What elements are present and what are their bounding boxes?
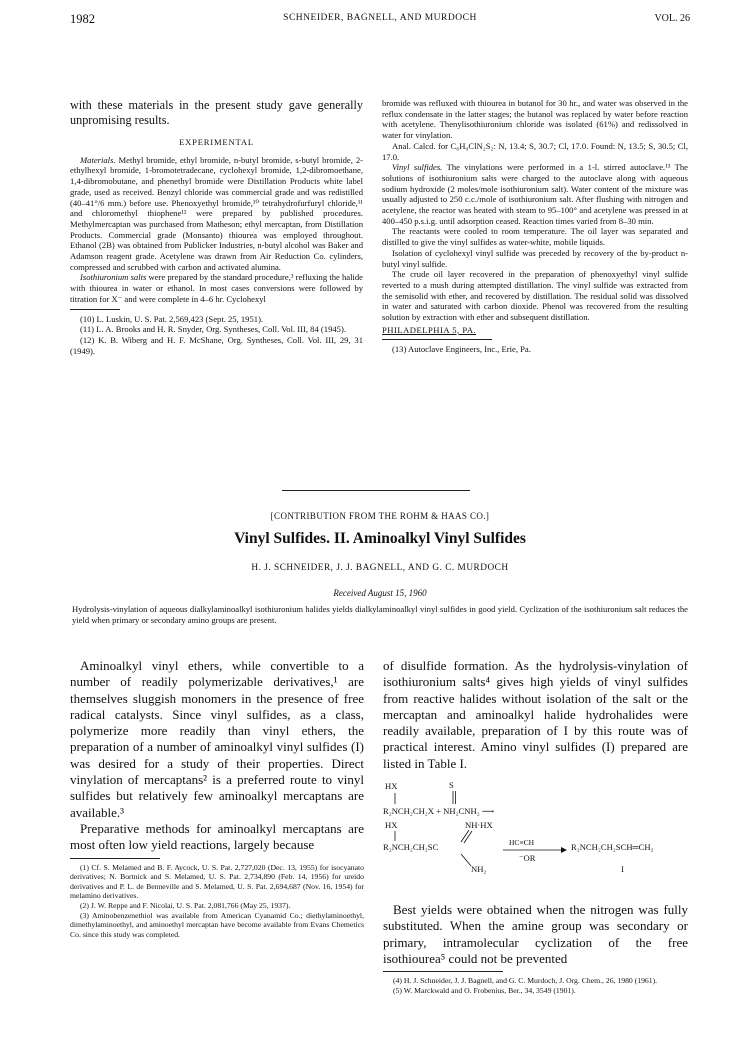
footnote: (5) W. Marckwald and O. Frobenius, Ber., 34, 3549 (1901). [393, 985, 576, 995]
footnote: (12) K. B. Wiberg and H. F. McShane, Org. Syntheses, Coll. Vol. III, 29, 31 (1949). [70, 334, 363, 356]
paragraph: The crude oil layer recovered in the preparation of phenoxyethyl vinyl sulfide reverted to a mush during attempted distillation. The vinyl sulfide was extracted from the semisolid with ether, and recovered by distillation. The residual solid was dissolved in water and saturated with carbon dioxide. Phenol was recovered from the resulting solution by extraction with ether and subsequent distillation. [382, 269, 688, 323]
footnote: (10) L. Luskin, U. S. Pat. 2,569,423 (Sept. 25, 1951). [80, 313, 264, 324]
analysis-paragraph: Anal. Calcd. for C₆H₉ClN₂S₂: N, 13.4; S, 30.7; Cl, 17.0. Found: N, 13.5; S, 30.5; Cl, 17.0. [382, 140, 688, 162]
results-paragraph: Best yields were obtained when the nitrogen was fully substituted. When the amine group was secondary or primary, intramolecular cyclization of the free isothiourea⁵ could not be prevented [383, 902, 688, 966]
salts-text: were prepared by the standard procedure,³ refluxing the halide with thiourea in water or ethanol. In most cases conversions were followed by titration for X⁻ and were complete in 4–6 hr. Cyclohexyl [70, 272, 363, 304]
footnote-divider [70, 309, 120, 310]
page-header [70, 12, 690, 28]
prev-article-right-column [382, 98, 688, 355]
materials-paragraph [70, 155, 363, 273]
methods-paragraph: Preparative methods for aminoalkyl mercaptans are most often low yield reactions, largely because [70, 820, 364, 853]
scheme-product: R₂NCH₂CH₂SCH═CH₂ [571, 842, 654, 853]
vinyl-sulfides-text: The vinylations were performed in a 1-l. stirred autoclave.¹³ The solutions of isothiuronium salts were charged to the autoclave along with aqueous sodium hydroxide (2 moles/mole isothiuronium salt). Water content of the mixture was usually adjusted to 250 c.c./mole of isothiuronium salt. After flushing with nitrogen and acetylene, the reactor was heated with steam to 95–100° and acetylene was pressed in at 400–450 p.s.i.g. until adsorption ceased. Reaction times varied from 8–30 min. [382, 162, 688, 226]
article-title: Vinyl Sulfides. II. Aminoalkyl Vinyl Sulfides [234, 530, 526, 547]
materials-text: Methyl bromide, ethyl bromide, n-butyl bromide, s-butyl bromide, 2-ethylhexyl bromide, 1-bromotetradecane, cyclohexyl bromide, 1,2-dibromoethane, 1,4-dibromobutane, and phenethyl bromide were Distillation Products white label grade, used as received. Benzyl chloride was commercial grade and was redistilled (40–41°/6 mm.) before use. Phenoxyethyl bromide,¹⁰ tetrahydrofurfuryl chloride,¹¹ and chloromethyl thiophene¹² were prepared by published procedures. Methylmercaptan was purchased from Matheson; ethyl mercaptan, from Distillation Products. Commercial grade (Monsanto) thiourea was employed throughout. Ethanol (2B) was obtained from Publicker Industries, n-butyl alcohol was Baker and Adamson reagent grade. Acetylene was drawn from Air Reduction Co. cylinders, compressed and scrubbed with carbon and activated alumina. [70, 154, 363, 272]
footnote: (3) Aminobenzenethiol was available from American Cyanamid Co.; diethylaminoethyl, dimethylaminoethyl, and aminoethyl mercaptan have become available from Evans Chemetics Co. since this study was completed. [70, 910, 364, 939]
paragraph: Isolation of cyclohexyl vinyl sulfide was preceded by recovery of the by-product n-butyl vinyl sulfide. [382, 247, 688, 269]
scheme-sulfur: S [449, 780, 454, 791]
scheme-hx: HX [385, 820, 398, 831]
paragraph: The reactants were cooled to room temperature. The oil layer was separated and distilled to give the vinyl sulfides as water-white, mobile liquids. [382, 226, 688, 248]
scheme-product-label: I [621, 864, 624, 875]
prev-right-paragraph: bromide was refluxed with thiourea in butanol for 30 hr., and water was observed in the reflux condensate in the latter stages; the butanol was replaced by water before reaction with acetylene. Thenylisothiuronium chloride was isolated (61%) and redissolved in water for vinylation. [382, 98, 688, 141]
vinyl-sulfides-paragraph [382, 162, 688, 226]
article-separator-rule [282, 490, 470, 491]
footnote: (13) Autoclave Engineers, Inc., Erie, Pa. [392, 344, 531, 355]
article-left-column [70, 658, 364, 939]
scheme-nh-hx: NH·HX [465, 820, 493, 831]
footnote-divider [382, 339, 492, 340]
scheme-reagent-base: ⁻OR [519, 853, 536, 864]
salts-paragraph [70, 272, 363, 304]
footnote: (11) L. A. Brooks and H. R. Snyder, Org. Syntheses, Coll. Vol. III, 84 (1945). [80, 324, 346, 335]
scheme-reaction-line-1: R₂NCH₂CH₂X + NH₂CNH₂ ⟶ [383, 806, 495, 817]
footnote: (4) H. J. Schneider, J. J. Bagnell, and G. C. Murdoch, J. Org. Chem., 26, 1980 (1961). [393, 976, 658, 986]
received-date: Received August 15, 1960 [333, 588, 427, 598]
article-right-column [383, 658, 688, 995]
footnote: (2) J. W. Reppe and F. Nicolai, U. S. Pat. 2,081,766 (May 25, 1937). [80, 900, 291, 910]
intro-paragraph: Aminoalkyl vinyl ethers, while convertible to a number of readily polymerizable derivatives,¹ are themselves sluggish monomers in the presence of free radical catalysts. Since vinyl sulfides, as a class, polymerize more readily than vinyl ethers, the preparation of a number of aminoalkyl vinyl sulfides (I) was desired for a study of their properties. Direct vinylation of mercaptans² is a preferred route to vinyl sulfides but relatively few aminoalkyl mercaptans are available.³ [70, 658, 364, 820]
continuation-paragraph: of disulfide formation. As the hydrolysis-vinylation of isothiuronium salts⁴ gives high yields of vinyl sulfides from reactive halides without isolation of the salt or the mercaptan and aminoalkyl halide hydrohalides were readily available, preparation of I by this route was of practical interest. Amino vinyl sulfides (I) prepared are listed in Table I. [383, 658, 688, 771]
page-number: 1982 [70, 12, 95, 26]
article-authors: H. J. SCHNEIDER, J. J. BAGNELL, AND G. C. MURDOCH [251, 563, 509, 573]
scheme-hx: HX [385, 781, 398, 792]
experimental-heading: EXPERIMENTAL [179, 137, 254, 147]
prev-intro-text: with these materials in the present study gave generally unpromising results. [70, 98, 363, 127]
scheme-nh2: NH₂ [471, 864, 487, 875]
volume-label: VOL. 26 [654, 13, 690, 24]
footnote: (1) Cf. S. Melamed and B. F. Aycock, U. S. Pat. 2,727,020 (Dec. 13, 1955) for isocyanato derivatives; N. Bortnick and S. Melamed, U. S. Pat. 2,734,890 (Feb. 14, 1956) for ureido derivatives and P. L. de Benneville and S. Melamed, U. S. Pat. 2,694,687 (Nov. 16, 1954) for melamino derivatives. [70, 862, 364, 901]
scheme-reagent-acetylene: HC≡CH [509, 838, 535, 848]
materials-label: Materials. [80, 154, 116, 165]
prev-article-left-column [70, 98, 363, 356]
location-line: PHILADELPHIA 5, PA. [382, 324, 477, 335]
article-abstract: Hydrolysis-vinylation of aqueous dialkylaminoalkyl isothiuronium halides yields dialkylaminoalkyl vinyl sulfides in good yield. Cyclization of the isothiuronium salt reduces the yield when primary or secondary amino groups are present. [72, 604, 688, 625]
salts-label: Isothiuronium salts [80, 272, 147, 283]
footnote-divider [383, 971, 503, 972]
footnote-divider [70, 858, 160, 859]
scheme-isothiuronium: R₂NCH₂CH₂SC [383, 842, 439, 853]
reaction-scheme [383, 778, 688, 898]
scheme-bonds [383, 778, 688, 898]
contribution-line: [CONTRIBUTION FROM THE ROHM & HAAS CO.] [270, 511, 490, 521]
vinyl-sulfides-label: Vinyl sulfides. [392, 162, 443, 173]
running-head: SCHNEIDER, BAGNELL, AND MURDOCH [283, 13, 477, 23]
